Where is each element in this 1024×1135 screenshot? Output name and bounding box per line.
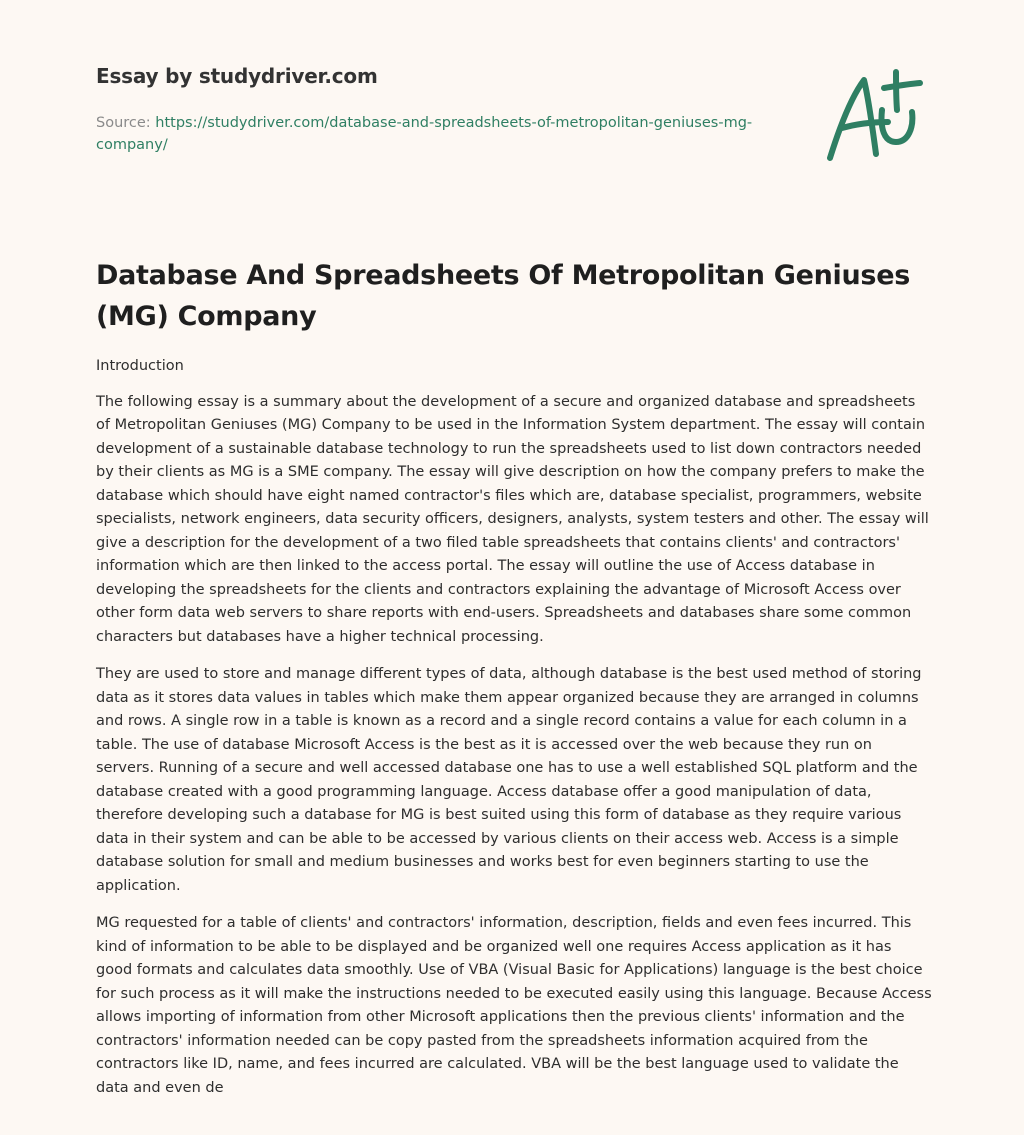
essay-body: [96, 355, 932, 1114]
paragraph-1: The following essay is a summary about the development of a secure and organized database and spreadsheets of Metropolitan Geniuses (MG) Company to be used in the Information System department. The essay will contain development of a sustainable database technology to run the spreadsheets used to list down contractors needed by their clients as MG is a SME company. The essay will give description on how the company prefers to make the database which should have eight named contractor's files which are, database specialist, programmers, website specialists, network engineers, data security officers, designers, analysts, system testers and other. The essay will give a description for the development of a two filed table spreadsheets that contains clients' and contractors' information which are then linked to the access portal. The essay will outline the use of Access database in developing the spreadsheets for the clients and contractors explaining the advantage of Microsoft Access over other form data web servers to share reports with end-users. Spreadsheets and databases share some common characters but databases have a higher technical processing.: [96, 393, 929, 645]
header: [96, 64, 756, 156]
a-plus-logo-icon: [822, 66, 932, 166]
source-line: [96, 112, 756, 156]
essay-title: Database And Spreadsheets Of Metropolitan Geniuses (MG) Company: [96, 260, 910, 332]
section-label: Introduction: [96, 358, 184, 374]
a-plus-logo: [822, 66, 932, 166]
paragraph-2: They are used to store and manage different types of data, although database is the best used method of storing data as it stores data values in tables which make them appear organized because they are arranged in columns and rows. A single row in a table is known as a record and a single record contains a value for each column in a table. The use of database Microsoft Access is the best as it is accessed over the web because they run on servers. Running of a secure and well accessed database one has to use a well established SQL platform and the database created with a good programming language. Access database offer a good manipulation of data, therefore developing such a database for MG is best suited using this form of database as they require various data in their system and can be able to be accessed by various clients on their access web. Access is a simple database solution for small and medium businesses and works best for even beginners starting to use the application.: [96, 666, 922, 894]
site-title: Essay by studydriver.com: [96, 64, 378, 88]
source-link[interactable]: https://studydriver.com/database-and-spreadsheets-of-metropolitan-geniuses-mg-company/: [96, 115, 753, 153]
paragraph-3: MG requested for a table of clients' and contractors' information, description, fields and even fees incurred. This kind of information to be able to be displayed and be organized well one requires Access application as it has good formats and calculates data smoothly. Use of VBA (Visual Basic for Applications) language is the best choice for such process as it will make the instructions needed to be executed easily using this language. Because Access allows importing of information from other Microsoft applications then the previous clients' information and the contractors' information needed can be copy pasted from the spreadsheets information acquired from the contractors like ID, name, and fees incurred are calculated. VBA will be the best language used to validate the data and even de: [96, 915, 932, 1096]
source-label: Source:: [96, 115, 156, 131]
